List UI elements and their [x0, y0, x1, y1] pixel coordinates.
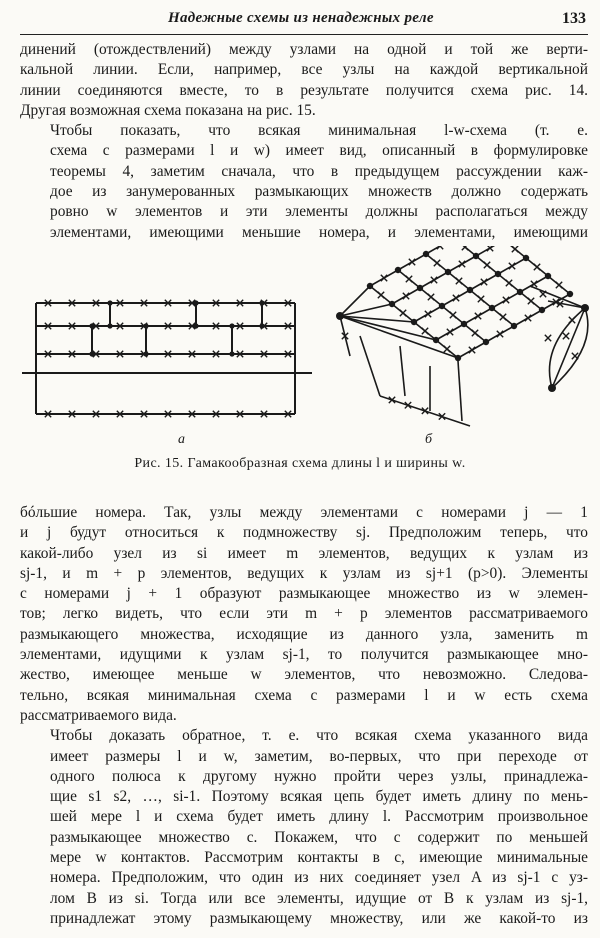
text-line: элементами, имеющими меньшие номера, и элементами, имеющими [50, 223, 588, 241]
node-dot [473, 253, 479, 259]
text-line: Другая возможная схема показана на рис. 15. [20, 101, 316, 119]
drop-edge [400, 346, 405, 396]
contact-mark [406, 276, 412, 282]
text-line: номера. Предположим, что один из них соединяет узел A из sj-1 с уз- [50, 869, 588, 887]
node-dot [539, 307, 545, 313]
text-line: размыкающее множество c. Покажем, что c содержит по меньшей [50, 828, 588, 846]
contact-mark [497, 331, 503, 337]
drop-edge [360, 336, 380, 396]
text-line: sj-1, и m + p элементов, ведущих к узлам из sj+1 (p>0). Элементы [20, 564, 588, 582]
text-line: теоремы 4, заметим сначала, что в предыдущем рассуждении каж- [50, 162, 588, 180]
contact-mark [431, 277, 437, 283]
contact-mark [378, 292, 384, 298]
figure-label-a: а [178, 432, 185, 447]
contact-mark [469, 347, 475, 353]
text-line: принадлежат этому размыкающему множеству, или же какой-то из [50, 909, 588, 927]
text-line: щие s1 s2, …, si-1. Поэтому всякая цепь будет иметь длину по мень- [50, 788, 588, 806]
contact-mark [500, 314, 506, 320]
ladder-network-diagram [22, 300, 312, 417]
contact-mark [447, 329, 453, 335]
contact-mark [434, 260, 440, 266]
contact-mark [556, 282, 562, 288]
contact-mark [478, 296, 484, 302]
running-title: Надежные схемы из ненадежных реле [168, 10, 434, 26]
contact-mark [563, 333, 569, 339]
contact-mark [409, 259, 415, 265]
contact-mark [428, 294, 434, 300]
lattice-edge [426, 246, 454, 254]
text-line: мере w контактов. Рассмотрим контакты в c, имеющие минимальные [50, 849, 588, 867]
contact-mark [481, 279, 487, 285]
node-dot [545, 273, 551, 279]
contact-mark [472, 330, 478, 336]
contact-mark [572, 353, 578, 359]
bottom-text-block [20, 503, 588, 929]
paragraph [20, 40, 588, 121]
text-line: шей мере l и схема будет иметь длину l. Рассмотрим произвольное [50, 808, 588, 826]
text-line: тельно, всякая минимальная схема с размерами l и w есть схема [20, 686, 588, 704]
text-line: с номерами j + 1 образуют размыкающее множество из w элемен- [20, 585, 588, 603]
node-dot [467, 287, 473, 293]
contact-mark [525, 315, 531, 321]
node-dot [143, 351, 148, 356]
lattice-edge [504, 246, 526, 258]
fan-edge [340, 304, 392, 316]
paragraph [20, 121, 588, 243]
node-dot [439, 303, 445, 309]
text-line: динений (отождествлений) между узлами на одной и той же верти- [20, 41, 588, 58]
paragraph [20, 503, 588, 726]
node-dot [489, 305, 495, 311]
contact-mark [450, 312, 456, 318]
text-line: схема с размерами l и w) имеет вид, описанный в формулировке [50, 142, 588, 160]
contact-mark [506, 280, 512, 286]
contact-mark [400, 310, 406, 316]
text-line: элементами, идущими к узлам sj-1, то получится размыкающее мно- [20, 646, 588, 664]
contact-mark [509, 263, 515, 269]
page-header [20, 8, 588, 35]
node-dot [89, 351, 94, 356]
fan-edge [552, 308, 585, 388]
node-dot [229, 323, 234, 328]
node-dot [89, 323, 94, 328]
node-dot [395, 267, 401, 273]
contact-mark [484, 262, 490, 268]
page-number: 133 [562, 10, 586, 27]
node-dot [511, 323, 517, 329]
drop-edge [458, 361, 462, 421]
contact-mark [422, 328, 428, 334]
text-line: имеет размеры l и w, заметим, во-первых, что при переходе от [50, 747, 588, 765]
node-dot [193, 323, 198, 328]
text-line: рассматриваемого вида. [20, 706, 177, 724]
node-dot [495, 271, 501, 277]
node-dot [107, 300, 112, 305]
node-dot [445, 269, 451, 275]
text-line: какой-либо узел из si имеет m элементов, ведущих к узлам из [20, 544, 588, 562]
node-dot [483, 339, 489, 345]
node-dot [461, 321, 467, 327]
text-line: и j будут относиться к подмножеству sj. Предположим теперь, что [20, 524, 588, 542]
contact-mark [545, 335, 551, 341]
top-text-block [20, 40, 588, 243]
contact-mark [459, 261, 465, 267]
fan-edge [340, 286, 370, 316]
node-dot [229, 351, 234, 356]
text-line: дое из занумерованных размыкающих множеств должно содержать [50, 183, 588, 201]
node-dot [193, 300, 198, 305]
text-line: жество, имеющее меньше w элементов, что невозможно. Следова- [20, 666, 588, 684]
contact-mark [453, 295, 459, 301]
figure-15 [0, 246, 600, 461]
contact-mark [512, 246, 518, 252]
contact-mark [456, 278, 462, 284]
text-line: бóльшие номера. Так, узлы между элементами с номерами j — 1 [20, 504, 588, 521]
contact-mark [528, 298, 534, 304]
node-dot [423, 251, 429, 257]
contact-mark [444, 346, 450, 352]
fan-edge [530, 286, 585, 308]
text-line: лом B из si. Тогда или все элементы, идущие от B к узлам из sj-1, [50, 889, 588, 907]
text-line: Чтобы показать, что всякая минимальная l-w-схема (т. е. [50, 122, 588, 140]
node-dot [517, 289, 523, 295]
contact-mark [403, 293, 409, 299]
text-line: линии соединяются вместе, то в результате получится схема рис. 14. [20, 81, 588, 99]
contact-mark [569, 317, 575, 323]
text-line: размыкающего множества, исходящие из данного узла, заменить m [20, 625, 588, 643]
node-dot [417, 285, 423, 291]
lattice-network-diagram [336, 246, 573, 426]
contact-mark [381, 275, 387, 281]
node-dot [107, 323, 112, 328]
contact-mark [503, 297, 509, 303]
text-line: одного полюса к другому нужно пройти через узлы, принадлежа- [50, 767, 588, 785]
contact-mark [425, 311, 431, 317]
paragraph [20, 726, 588, 929]
text-line: Чтобы доказать обратное, т. е. что всякая схема указанного вида [50, 727, 588, 745]
node-dot [567, 291, 573, 297]
node-dot [523, 255, 529, 261]
text-line: кальной линии. Если, например, все узлы на каждой вертикальной [20, 61, 588, 79]
figure-caption: Рис. 15. Гамакообразная схема длины l и ширины w. [134, 456, 466, 471]
text-line: тов; легко видеть, что если эти m + p элементов рассматриваемого [20, 605, 588, 623]
node-dot [259, 323, 264, 328]
figure-15-drawing [0, 246, 600, 461]
node-dot [259, 300, 264, 305]
node-dot [143, 323, 148, 328]
contact-mark [534, 264, 540, 270]
contact-mark [475, 313, 481, 319]
figure-label-b: б [425, 432, 433, 447]
text-line: ровно w элементов и эти элементы должны располагаться между [50, 203, 588, 221]
fan-network-diagram [530, 286, 589, 392]
